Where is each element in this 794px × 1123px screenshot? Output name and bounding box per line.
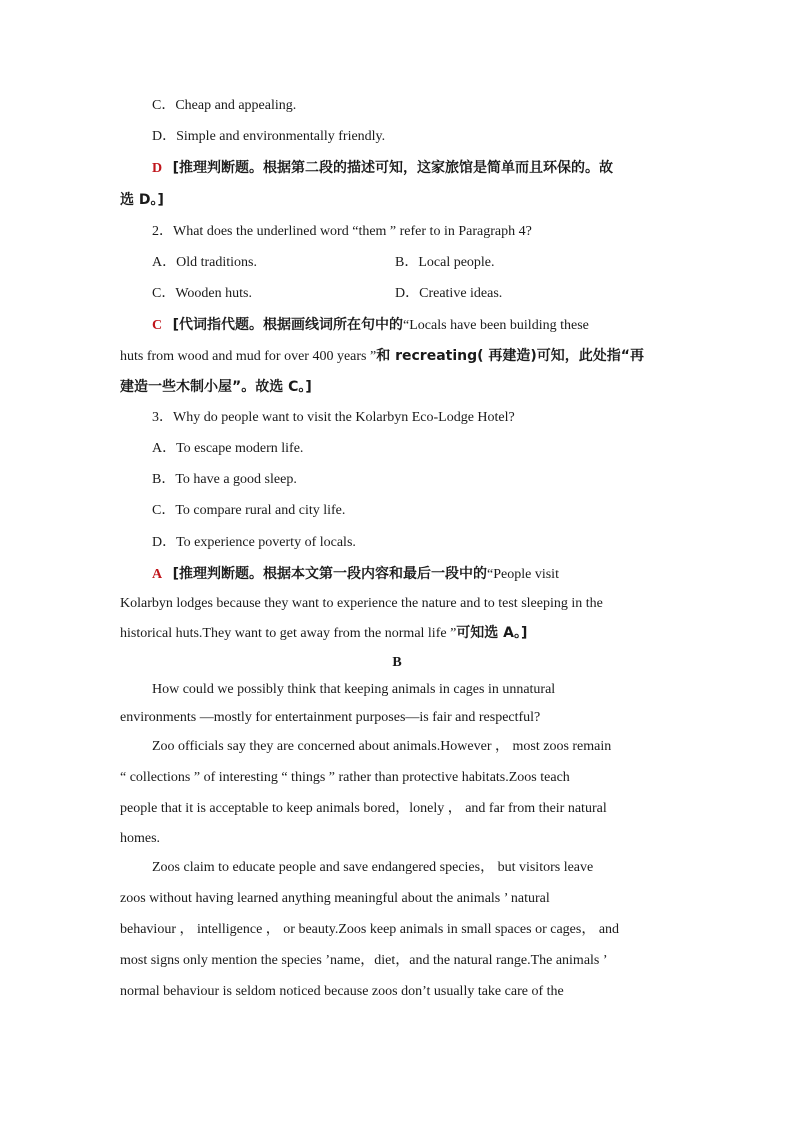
q2-option-a: A．Old traditions. bbox=[152, 255, 257, 270]
q3-option-d: D．To experience poverty of locals. bbox=[152, 535, 356, 550]
q3-explanation-line-3 bbox=[120, 623, 672, 644]
q2-explanation-line-2 bbox=[120, 346, 672, 367]
passage-line: How could we possibly think that keeping animals in cages in unnatural bbox=[152, 682, 556, 697]
passage-line: Zoos claim to educate people and save endangered species， but visitors leave bbox=[152, 860, 594, 875]
q2-answer-letter: C bbox=[152, 318, 163, 333]
q3-answer-letter: A bbox=[152, 567, 163, 582]
q2-options-row-1 bbox=[152, 253, 672, 273]
passage-line: most signs only mention the species ’name，diet，and the natural range.The animals ’ bbox=[120, 953, 608, 968]
q3-option-a: A．To escape modern life. bbox=[152, 441, 304, 456]
passage-line: normal behaviour is seldom noticed because zoos don’t usually take care of the bbox=[120, 984, 564, 999]
passage-line: Zoo officials say they are concerned about animals.However ， most zoos remain bbox=[152, 739, 612, 754]
section-b-heading: B bbox=[392, 655, 402, 670]
q3-explanation-quote-cont: historical huts.They want to get away from the normal life ” bbox=[120, 626, 457, 641]
q1-answer-letter: D bbox=[152, 161, 163, 176]
q3-explanation-cn: [推理判断题。根据本文第一段内容和最后一段中的 bbox=[172, 566, 488, 582]
q3-explanation-line-1 bbox=[152, 564, 672, 585]
passage-line: environments —mostly for entertainment purposes—is fair and respectful? bbox=[120, 710, 541, 725]
q2-explanation-line-1 bbox=[152, 315, 672, 336]
q2-option-c: C．Wooden huts. bbox=[152, 286, 252, 301]
q1-option-d: D．Simple and environmentally friendly. bbox=[152, 129, 386, 144]
q1-explanation-line-1 bbox=[152, 158, 672, 179]
q3-explanation-line-2: Kolarbyn lodges because they want to experience the nature and to test sleeping in the bbox=[120, 596, 603, 611]
q2-question: 2．What does the underlined word “them ” refer to in Paragraph 4? bbox=[152, 224, 532, 239]
q2-options-row-2 bbox=[152, 284, 672, 304]
q2-explanation-quote: “Locals have been building these bbox=[403, 318, 589, 333]
q2-explanation-line-3: 建造一些木制小屋”。故选 C。] bbox=[120, 379, 312, 395]
passage-line: homes. bbox=[120, 831, 161, 846]
q2-option-b: B．Local people. bbox=[395, 255, 495, 270]
q1-option-c: C．Cheap and appealing. bbox=[152, 98, 297, 113]
passage-line: people that it is acceptable to keep animals bored，lonely ， and far from their natural bbox=[120, 801, 607, 816]
q1-explanation-line-2: 选 D。] bbox=[120, 192, 164, 208]
q3-option-c: C．To compare rural and city life. bbox=[152, 503, 346, 518]
q2-explanation-quote-cont: huts from wood and mud for over 400 years ” bbox=[120, 349, 377, 364]
q3-question: 3．Why do people want to visit the Kolarbyn Eco‑Lodge Hotel? bbox=[152, 410, 515, 425]
q1-explanation-text: [推理判断题。根据第二段的描述可知，这家旅馆是简单而且环保的。故 bbox=[172, 160, 614, 176]
q2-explanation-cn: [代词指代题。根据画线词所在句中的 bbox=[172, 317, 404, 333]
q2-explanation-cn-cont: 和 recreating( 再建造)可知，此处指“再 bbox=[376, 348, 644, 364]
q3-option-b: B．To have a good sleep. bbox=[152, 472, 297, 487]
passage-line: behaviour ， intelligence ， or beauty.Zoos keep animals in small spaces or cages， and bbox=[120, 922, 620, 937]
passage-line: “ collections ” of interesting “ things ” rather than protective habitats.Zoos teach bbox=[120, 770, 570, 785]
q3-explanation-cn-cont: 可知选 A。] bbox=[456, 625, 528, 641]
passage-line: zoos without having learned anything meaningful about the animals ’ natural bbox=[120, 891, 550, 906]
q2-option-d: D．Creative ideas. bbox=[395, 286, 503, 301]
q3-explanation-quote: “People visit bbox=[487, 567, 559, 582]
